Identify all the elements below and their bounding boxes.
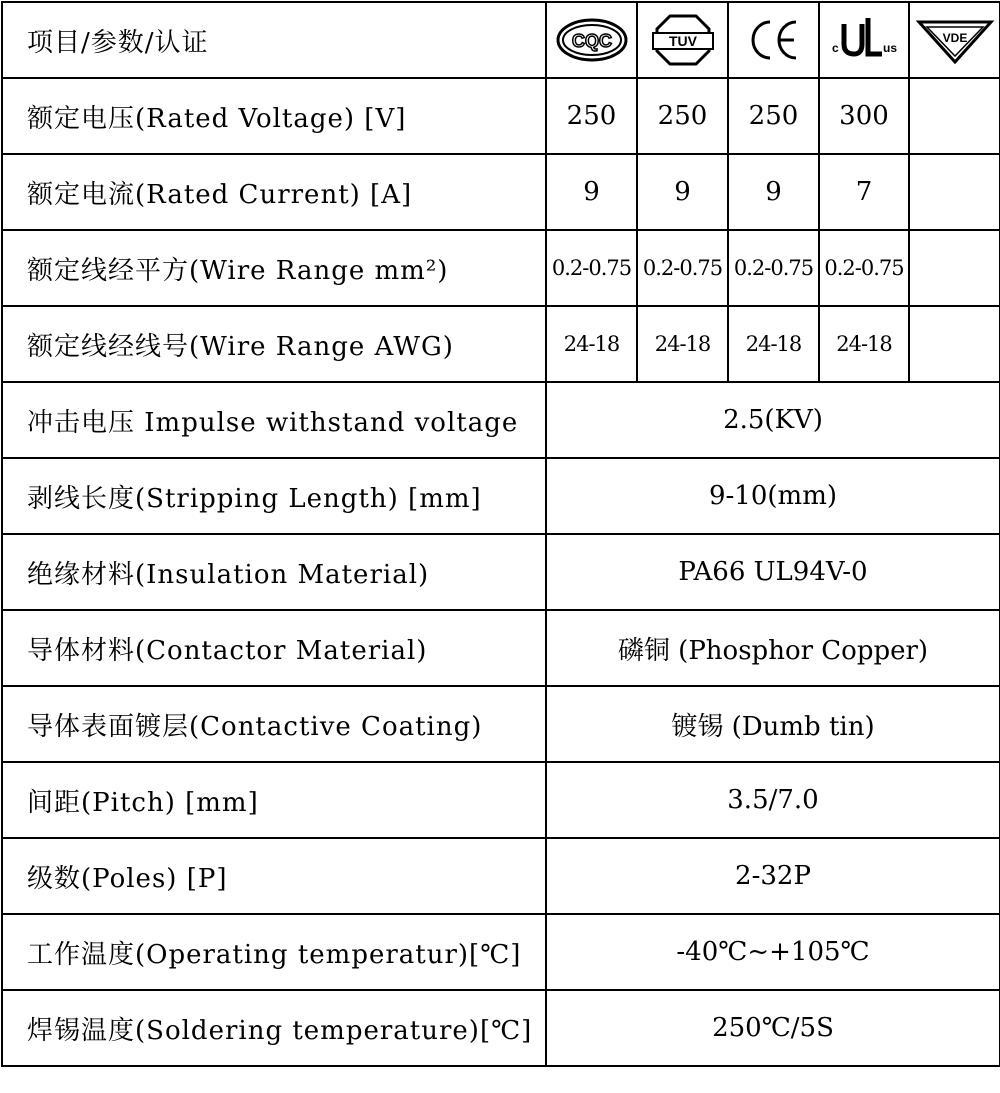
soldering-temperature-label: 焊锡温度(Soldering temperature)[℃] bbox=[2, 990, 546, 1066]
header-label: 项目/参数/认证 bbox=[2, 2, 546, 78]
stripping-length-label: 剥线长度(Stripping Length) [mm] bbox=[2, 458, 546, 534]
cqc-logo-text: CQC bbox=[571, 31, 612, 51]
wire-range-awg-ul: 24-18 bbox=[819, 306, 909, 382]
rated-voltage-ul: 300 bbox=[819, 78, 909, 154]
tuv-cell bbox=[637, 2, 728, 78]
stripping-length-value: 9-10(mm) bbox=[546, 458, 1000, 534]
wire-range-mm-ul: 0.2-0.75 bbox=[819, 230, 909, 306]
wire-range-mm-cqc: 0.2-0.75 bbox=[546, 230, 637, 306]
table-row bbox=[2, 762, 1000, 838]
rated-voltage-label: 额定电压(Rated Voltage) [V] bbox=[2, 78, 546, 154]
table-row bbox=[2, 306, 1000, 382]
ce-logo-icon bbox=[734, 10, 814, 70]
table-row bbox=[2, 230, 1000, 306]
rated-voltage-tuv: 250 bbox=[637, 78, 728, 154]
rated-current-cqc: 9 bbox=[546, 154, 637, 230]
rated-current-vde bbox=[909, 154, 1000, 230]
table-row bbox=[2, 686, 1000, 762]
wire-range-awg-ce: 24-18 bbox=[728, 306, 819, 382]
operating-temperature-value: -40℃~+105℃ bbox=[546, 914, 1000, 990]
table-row bbox=[2, 610, 1000, 686]
table-row bbox=[2, 154, 1000, 230]
wire-range-awg-label: 额定线经线号(Wire Range AWG) bbox=[2, 306, 546, 382]
ce-cell bbox=[728, 2, 819, 78]
cqc-cell bbox=[546, 2, 637, 78]
insulation-material-value: PA66 UL94V-0 bbox=[546, 534, 1000, 610]
svg-text:c: c bbox=[832, 41, 839, 55]
wire-range-mm-label: 额定线经平方(Wire Range mm²) bbox=[2, 230, 546, 306]
contactive-coating-value: 镀锡 (Dumb tin) bbox=[546, 686, 1000, 762]
wire-range-awg-cqc: 24-18 bbox=[546, 306, 637, 382]
operating-temperature-label: 工作温度(Operating temperatur)[℃] bbox=[2, 914, 546, 990]
table-row bbox=[2, 990, 1000, 1066]
rated-current-tuv: 9 bbox=[637, 154, 728, 230]
pitch-label: 间距(Pitch) [mm] bbox=[2, 762, 546, 838]
table-row bbox=[2, 382, 1000, 458]
tuv-logo-text: TUV bbox=[668, 33, 697, 49]
insulation-material-label: 绝缘材料(Insulation Material) bbox=[2, 534, 546, 610]
cul-us-cell bbox=[819, 2, 909, 78]
pitch-value: 3.5/7.0 bbox=[546, 762, 1000, 838]
contactor-material-label: 导体材料(Contactor Material) bbox=[2, 610, 546, 686]
poles-value: 2-32P bbox=[546, 838, 1000, 914]
table-row bbox=[2, 534, 1000, 610]
poles-label: 级数(Poles) [P] bbox=[2, 838, 546, 914]
impulse-voltage-label: 冲击电压 Impulse withstand voltage bbox=[2, 382, 546, 458]
spec-table bbox=[1, 1, 1000, 1067]
table-row bbox=[2, 458, 1000, 534]
cul-us-logo-icon bbox=[824, 10, 904, 70]
wire-range-mm-vde bbox=[909, 230, 1000, 306]
vde-logo-text: VDE bbox=[942, 31, 967, 45]
cqc-logo-icon bbox=[552, 10, 632, 70]
wire-range-awg-vde bbox=[909, 306, 1000, 382]
tuv-logo-icon bbox=[643, 10, 723, 70]
rated-voltage-cqc: 250 bbox=[546, 78, 637, 154]
rated-current-ul: 7 bbox=[819, 154, 909, 230]
rated-voltage-ce: 250 bbox=[728, 78, 819, 154]
contactor-material-value: 磷铜 (Phosphor Copper) bbox=[546, 610, 1000, 686]
svg-text:us: us bbox=[883, 41, 898, 55]
table-row bbox=[2, 78, 1000, 154]
header-row bbox=[2, 2, 1000, 78]
soldering-temperature-value: 250℃/5S bbox=[546, 990, 1000, 1066]
vde-cell bbox=[909, 2, 1000, 78]
rated-voltage-vde bbox=[909, 78, 1000, 154]
wire-range-mm-tuv: 0.2-0.75 bbox=[637, 230, 728, 306]
table-row bbox=[2, 838, 1000, 914]
table-row bbox=[2, 914, 1000, 990]
wire-range-mm-ce: 0.2-0.75 bbox=[728, 230, 819, 306]
impulse-voltage-value: 2.5(KV) bbox=[546, 382, 1000, 458]
rated-current-ce: 9 bbox=[728, 154, 819, 230]
vde-logo-icon bbox=[913, 10, 997, 70]
rated-current-label: 额定电流(Rated Current) [A] bbox=[2, 154, 546, 230]
wire-range-awg-tuv: 24-18 bbox=[637, 306, 728, 382]
contactive-coating-label: 导体表面镀层(Contactive Coating) bbox=[2, 686, 546, 762]
